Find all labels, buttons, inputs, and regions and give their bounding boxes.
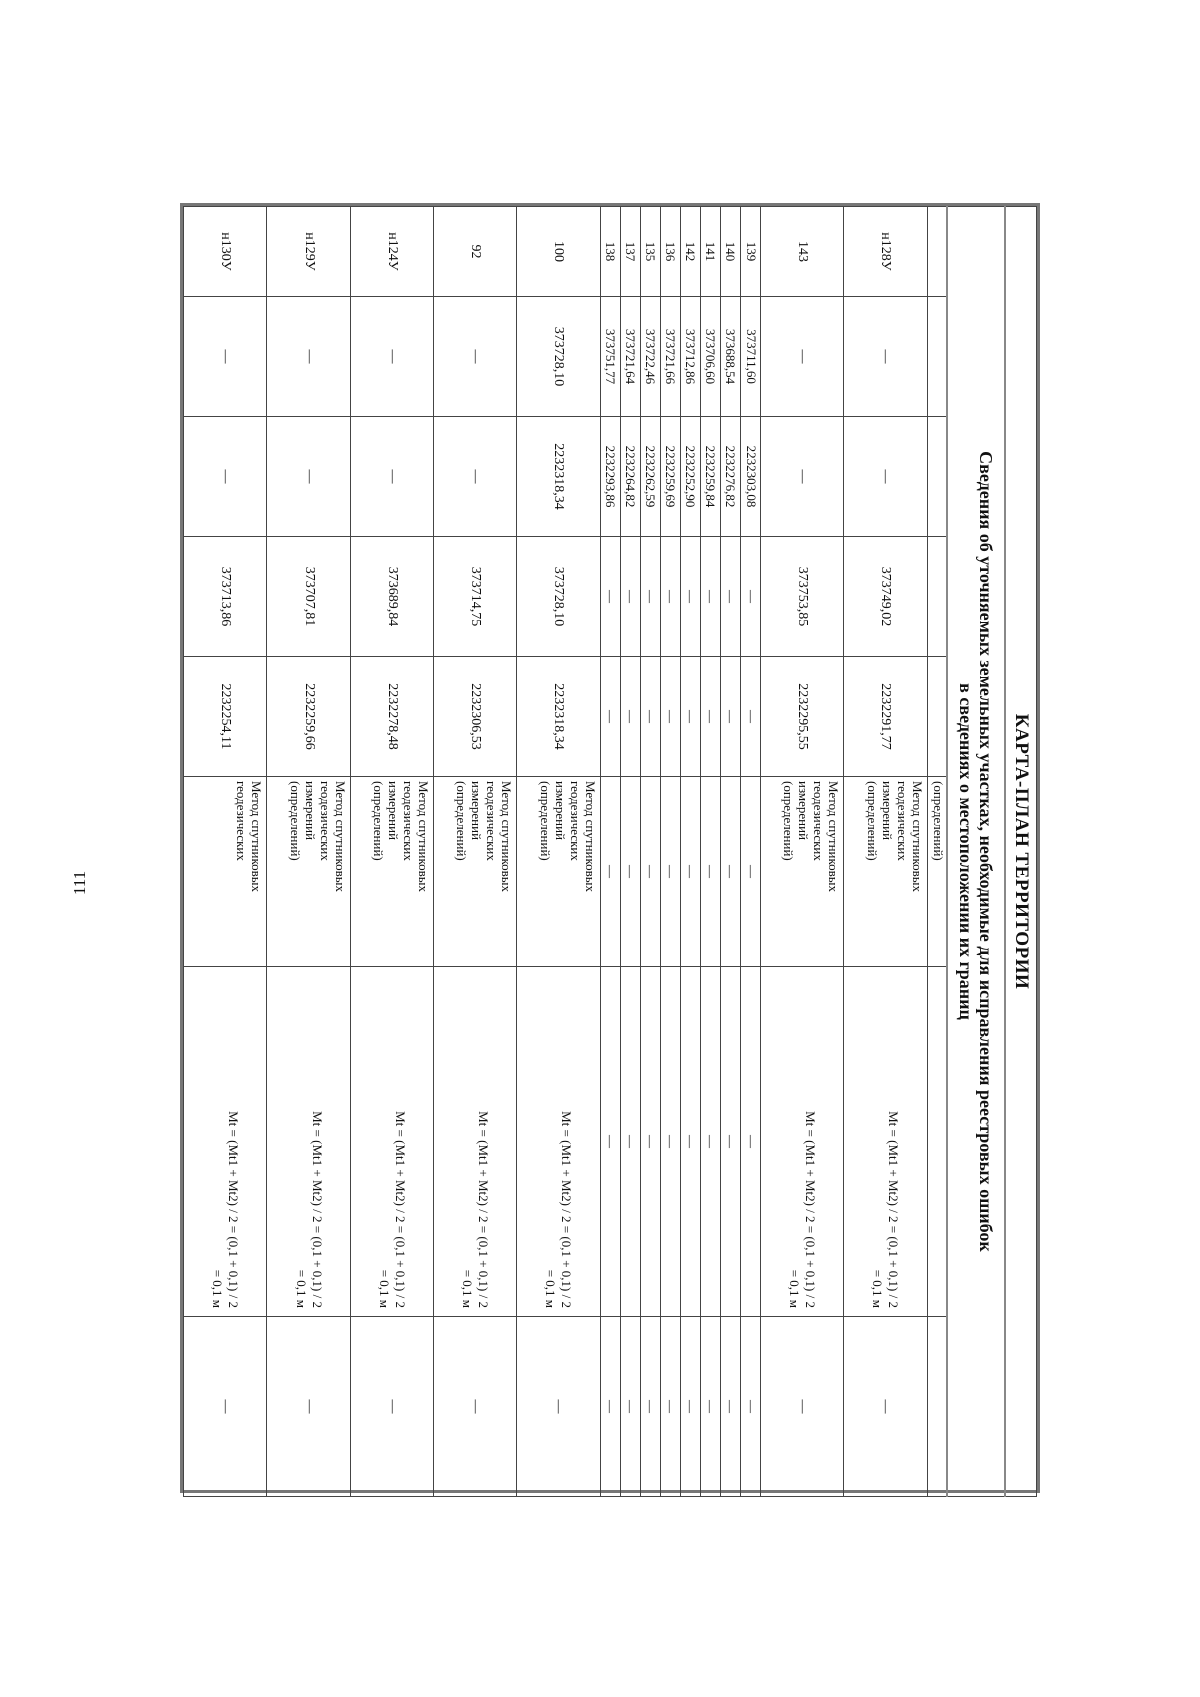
subtitle-line-1: Сведения об уточняемых земельных участках, необходимые для исправления реестровых ошибок	[975, 451, 996, 1252]
description-cell: —	[640, 1317, 660, 1497]
point-name-cell: 138	[600, 207, 620, 297]
method-cell	[517, 777, 600, 967]
x-refined-cell: 373713,86	[184, 537, 267, 657]
x-existing-cell: 373728,10	[517, 297, 600, 417]
method-line: измерений	[386, 781, 401, 841]
method-line: геодезических	[317, 781, 333, 861]
accuracy-formula-cell: —	[660, 967, 680, 1317]
y-refined-cell: 2232306,53	[434, 657, 517, 777]
accuracy-formula-cell: —	[741, 967, 761, 1317]
x-refined-cell: 373714,75	[434, 537, 517, 657]
method-line: измерений	[552, 781, 568, 841]
method-line: измерений	[796, 781, 812, 841]
x-existing-cell: 373751,77	[600, 297, 620, 417]
point-name-cell: н128У	[844, 207, 927, 297]
formula-line-2: = 0,1 м	[460, 1269, 476, 1308]
method-line: —	[703, 865, 719, 878]
point-name-cell: 100	[517, 207, 600, 297]
rotated-sheet	[180, 203, 1040, 1493]
x-existing-cell: —	[761, 297, 844, 417]
method-line: (определений)	[287, 781, 303, 861]
table-row	[720, 207, 740, 1497]
accuracy-formula-cell	[844, 967, 927, 1317]
x-refined-cell: —	[660, 537, 680, 657]
x-refined-cell: —	[620, 537, 640, 657]
method-line: Метод спутниковых	[499, 781, 515, 893]
method-line: измерений	[469, 781, 485, 841]
y-existing-cell: 2232303,08	[741, 417, 761, 537]
x-refined-cell: 373753,85	[761, 537, 844, 657]
table-row	[844, 207, 927, 1497]
formula-line-1: Mt = (Mt1 + Mt2) / 2 = (0,1 + 0,1) / 2	[886, 1111, 902, 1308]
method-line: Метод спутниковых	[909, 781, 925, 893]
x-refined-cell: —	[720, 537, 740, 657]
method-cell	[660, 777, 680, 967]
y-existing-cell: 2232262,59	[640, 417, 660, 537]
point-name-cell: 139	[741, 207, 761, 297]
document-subtitle	[947, 207, 1005, 1497]
y-existing-cell: 2232252,90	[680, 417, 700, 537]
description-cell: —	[517, 1317, 600, 1497]
point-name-cell: 92	[434, 207, 517, 297]
x-refined-cell: —	[741, 537, 761, 657]
formula-line-2: = 0,1 м	[543, 1269, 559, 1308]
document-title: КАРТА-ПЛАН ТЕРРИТОРИИ	[1005, 207, 1037, 1497]
y-refined-cell: —	[600, 657, 620, 777]
method-cell	[640, 777, 660, 967]
y-existing-cell: 2232318,34	[517, 417, 600, 537]
x-refined-cell: 373689,84	[350, 537, 433, 657]
y-existing-cell: —	[434, 417, 517, 537]
point-name-cell: 142	[680, 207, 700, 297]
y-existing-cell: —	[844, 417, 927, 537]
method-line: измерений	[302, 781, 318, 841]
description-cell: —	[741, 1317, 761, 1497]
x-refined-cell: —	[700, 537, 720, 657]
x-existing-cell: 373688,54	[720, 297, 740, 417]
method-line: —	[743, 865, 759, 878]
y-existing-cell: 2232264,82	[620, 417, 640, 537]
method-cell	[720, 777, 740, 967]
method-line: (определений)	[781, 781, 797, 861]
y-refined-cell: —	[620, 657, 640, 777]
method-cell	[434, 777, 517, 967]
method-cell	[700, 777, 720, 967]
point-name-cell: н124У	[350, 207, 433, 297]
x-existing-cell: —	[267, 297, 350, 417]
x-existing-cell: —	[844, 297, 927, 417]
method-line: Метод спутниковых	[826, 781, 842, 893]
formula-line-1: Mt = (Mt1 + Mt2) / 2 = (0,1 + 0,1) / 2	[309, 1111, 325, 1308]
method-line: —	[643, 865, 659, 878]
x-existing-cell: —	[350, 297, 433, 417]
method-line: —	[663, 865, 679, 878]
table-row	[620, 207, 640, 1497]
accuracy-formula-cell: —	[640, 967, 660, 1317]
x-refined-cell: —	[600, 537, 620, 657]
description-cell: —	[761, 1317, 844, 1497]
formula-line-1: Mt = (Mt1 + Mt2) / 2 = (0,1 + 0,1) / 2	[559, 1111, 575, 1308]
method-cell	[600, 777, 620, 967]
accuracy-formula-cell: —	[620, 967, 640, 1317]
point-name-cell: 136	[660, 207, 680, 297]
x-existing-cell: 373721,66	[660, 297, 680, 417]
method-cell	[184, 777, 267, 967]
y-existing-cell: 2232276,82	[720, 417, 740, 537]
y-refined-cell: —	[680, 657, 700, 777]
method-cell	[741, 777, 761, 967]
formula-line-2: = 0,1 м	[376, 1269, 392, 1308]
method-line: —	[623, 865, 639, 878]
point-name-cell: 140	[720, 207, 740, 297]
y-refined-cell: 2232278,48	[350, 657, 433, 777]
y-refined-cell: 2232254,11	[184, 657, 267, 777]
method-cell	[844, 777, 927, 967]
method-cell	[620, 777, 640, 967]
method-line: (определений)	[537, 781, 553, 861]
table-row	[680, 207, 700, 1497]
method-cell	[680, 777, 700, 967]
table-row-continued	[927, 207, 947, 1497]
table-row	[600, 207, 620, 1497]
x-refined-cell: —	[680, 537, 700, 657]
method-line: измерений	[879, 781, 895, 841]
method-line: Метод спутниковых	[249, 781, 265, 893]
accuracy-formula-cell	[184, 967, 267, 1317]
method-line: —	[603, 865, 619, 878]
formula-line-1: Mt = (Mt1 + Mt2) / 2 = (0,1 + 0,1) / 2	[476, 1111, 492, 1308]
y-refined-cell: —	[720, 657, 740, 777]
description-cell: —	[660, 1317, 680, 1497]
point-name-cell: 143	[761, 207, 844, 297]
point-name-cell: 137	[620, 207, 640, 297]
x-existing-cell: 373722,46	[640, 297, 660, 417]
accuracy-formula-cell: —	[700, 967, 720, 1317]
formula-line-2: = 0,1 м	[293, 1269, 309, 1308]
table-row	[700, 207, 720, 1497]
description-cell: —	[267, 1317, 350, 1497]
method-cell	[350, 777, 433, 967]
description-cell: —	[844, 1317, 927, 1497]
method-line: (определений)	[454, 781, 470, 861]
y-existing-cell: 2232293,86	[600, 417, 620, 537]
method-line: Метод спутниковых	[416, 781, 431, 893]
y-existing-cell: 2232259,84	[700, 417, 720, 537]
method-cell: (определений)	[927, 777, 947, 967]
y-existing-cell: —	[350, 417, 433, 537]
formula-line-2: = 0,1 м	[870, 1269, 886, 1308]
table-row	[350, 207, 433, 1497]
description-cell: —	[350, 1317, 433, 1497]
description-cell: —	[720, 1317, 740, 1497]
y-refined-cell: —	[700, 657, 720, 777]
y-existing-cell: 2232259,69	[660, 417, 680, 537]
accuracy-formula-cell	[434, 967, 517, 1317]
x-existing-cell: 373706,60	[700, 297, 720, 417]
x-refined-cell: 373749,02	[844, 537, 927, 657]
method-line: геодезических	[234, 781, 250, 861]
point-name-cell: 141	[700, 207, 720, 297]
table-row	[517, 207, 600, 1497]
coordinates-table	[183, 206, 1037, 1497]
formula-line-1: Mt = (Mt1 + Mt2) / 2 = (0,1 + 0,1) / 2	[803, 1111, 819, 1308]
y-refined-cell: 2232291,77	[844, 657, 927, 777]
description-cell: —	[700, 1317, 720, 1497]
table-row	[660, 207, 680, 1497]
y-refined-cell: 2232259,66	[267, 657, 350, 777]
description-cell: —	[184, 1317, 267, 1497]
method-cell	[267, 777, 350, 967]
x-refined-cell: 373707,81	[267, 537, 350, 657]
description-cell: —	[620, 1317, 640, 1497]
method-line: (определений)	[371, 781, 386, 861]
formula-line-1: Mt = (Mt1 + Mt2) / 2 = (0,1 + 0,1) / 2	[226, 1111, 242, 1308]
x-refined-cell: —	[640, 537, 660, 657]
y-refined-cell: —	[741, 657, 761, 777]
y-existing-cell: —	[267, 417, 350, 537]
x-existing-cell: —	[184, 297, 267, 417]
accuracy-formula-cell: —	[600, 967, 620, 1317]
table-row	[184, 207, 267, 1497]
table-row	[267, 207, 350, 1497]
accuracy-formula-cell	[517, 967, 600, 1317]
accuracy-formula-cell: —	[720, 967, 740, 1317]
accuracy-formula-cell: —	[680, 967, 700, 1317]
accuracy-formula-cell	[761, 967, 844, 1317]
method-line: (определений)	[864, 781, 880, 861]
table-row	[434, 207, 517, 1497]
point-name-cell: н129У	[267, 207, 350, 297]
method-line: Метод спутниковых	[332, 781, 348, 893]
table-frame	[180, 203, 1040, 1493]
x-refined-cell: 373728,10	[517, 537, 600, 657]
table-row	[640, 207, 660, 1497]
point-name-cell: 135	[640, 207, 660, 297]
y-refined-cell: —	[660, 657, 680, 777]
x-existing-cell: 373711,60	[741, 297, 761, 417]
x-existing-cell: 373721,64	[620, 297, 640, 417]
table-row	[741, 207, 761, 1497]
method-line: —	[683, 865, 699, 878]
description-cell: —	[680, 1317, 700, 1497]
description-cell: —	[434, 1317, 517, 1497]
method-line: геодезических	[567, 781, 583, 861]
y-refined-cell: —	[640, 657, 660, 777]
method-cell	[761, 777, 844, 967]
y-existing-cell: —	[184, 417, 267, 537]
y-refined-cell: 2232295,55	[761, 657, 844, 777]
method-line: геодезических	[811, 781, 827, 861]
table-row	[761, 207, 844, 1497]
description-cell: —	[600, 1317, 620, 1497]
formula-line-2: = 0,1 м	[210, 1269, 226, 1308]
method-line: геодезических	[484, 781, 500, 861]
formula-line-1: Mt = (Mt1 + Mt2) / 2 = (0,1 + 0,1) / 2	[392, 1111, 408, 1308]
point-name-cell: н130У	[184, 207, 267, 297]
accuracy-formula-cell	[267, 967, 350, 1317]
method-line: —	[723, 865, 739, 878]
page-number: 111	[70, 870, 89, 896]
method-line: геодезических	[401, 781, 416, 861]
method-line: геодезических	[894, 781, 910, 861]
subtitle-line-2: в сведениях о местоположении их границ	[955, 683, 976, 1020]
y-refined-cell: 2232318,34	[517, 657, 600, 777]
method-line: Метод спутниковых	[582, 781, 598, 893]
x-existing-cell: —	[434, 297, 517, 417]
x-existing-cell: 373712,86	[680, 297, 700, 417]
accuracy-formula-cell	[350, 967, 433, 1317]
y-existing-cell: —	[761, 417, 844, 537]
formula-line-2: = 0,1 м	[787, 1269, 803, 1308]
